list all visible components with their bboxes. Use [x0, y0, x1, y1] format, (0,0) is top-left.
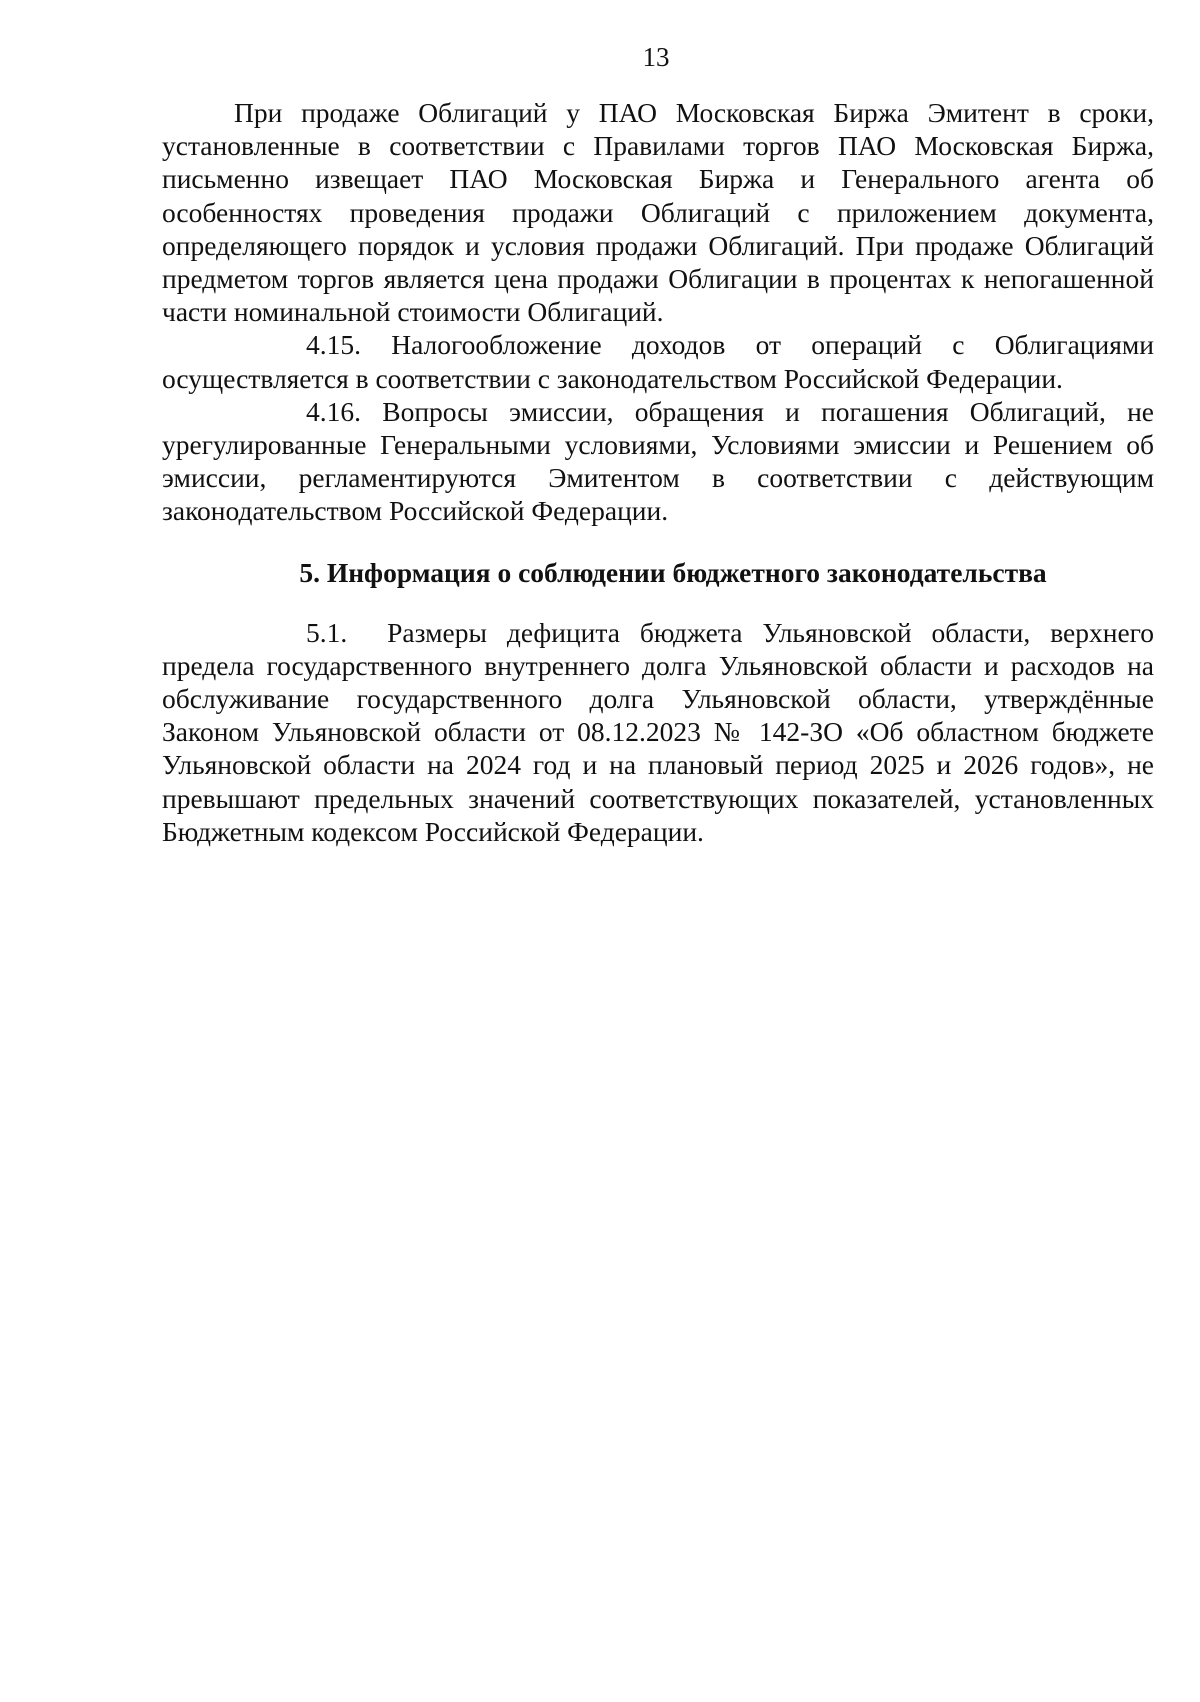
paragraph-text: При продаже Облигаций у ПАО Московская Биржа Эмитент в сроки, установленные в соответствии с Правилами торгов ПАО Московская Биржа, письменно извещает ПАО Московская Биржа и Генерального агента об особенностях проведения продажи Облигаций с приложением документа, определяющего порядок и условия продажи Облигаций. При продаже Облигаций предметом торгов является цена продажи Облигации в процентах к непогашенной части номинальной стоимости Облигаций. [162, 97, 1154, 328]
paragraph-4-16 [162, 395, 1154, 528]
paragraph-text: Размеры дефицита бюджета Ульяновской области, верхнего предела государственного внутреннего долга Ульяновской области и расходов на обслуживание государственного долга Ульяновской области, утверждённые Законом Ульяновской области от 08.12.2023 № 142-ЗО «Об областном бюджете Ульяновской области на 2024 год и на плановый период 2025 и 2026 годов», не превышают предельных значений соответствующих показателей, установленных Бюджетным кодексом Российской Федерации. [162, 616, 1155, 847]
paragraph-sale-of-bonds [162, 96, 1154, 328]
clause-number: 4.15. [306, 329, 361, 361]
paragraph-text: Вопросы эмиссии, обращения и погашения Облигаций, не урегулированные Генеральными условиями, Условиями эмиссии и Решением об эмиссии, регламентируются Эмитентом в соответствии с действующим законодательством Российской Федерации. [162, 395, 1154, 527]
page-number: 13 [642, 42, 670, 72]
clause-number: 4.16. [306, 395, 361, 427]
paragraph-4-15 [162, 328, 1154, 394]
clause-number: 5.1. [306, 616, 348, 648]
paragraph-5-1 [162, 616, 1154, 848]
document-body [162, 96, 1154, 848]
paragraph-text: Налогообложение доходов от операций с Облигациями осуществляется в соответствии с законодательством Российской Федерации. [162, 329, 1154, 394]
section-heading: 5. Информация о соблюдении бюджетного законодательства [299, 556, 1047, 588]
